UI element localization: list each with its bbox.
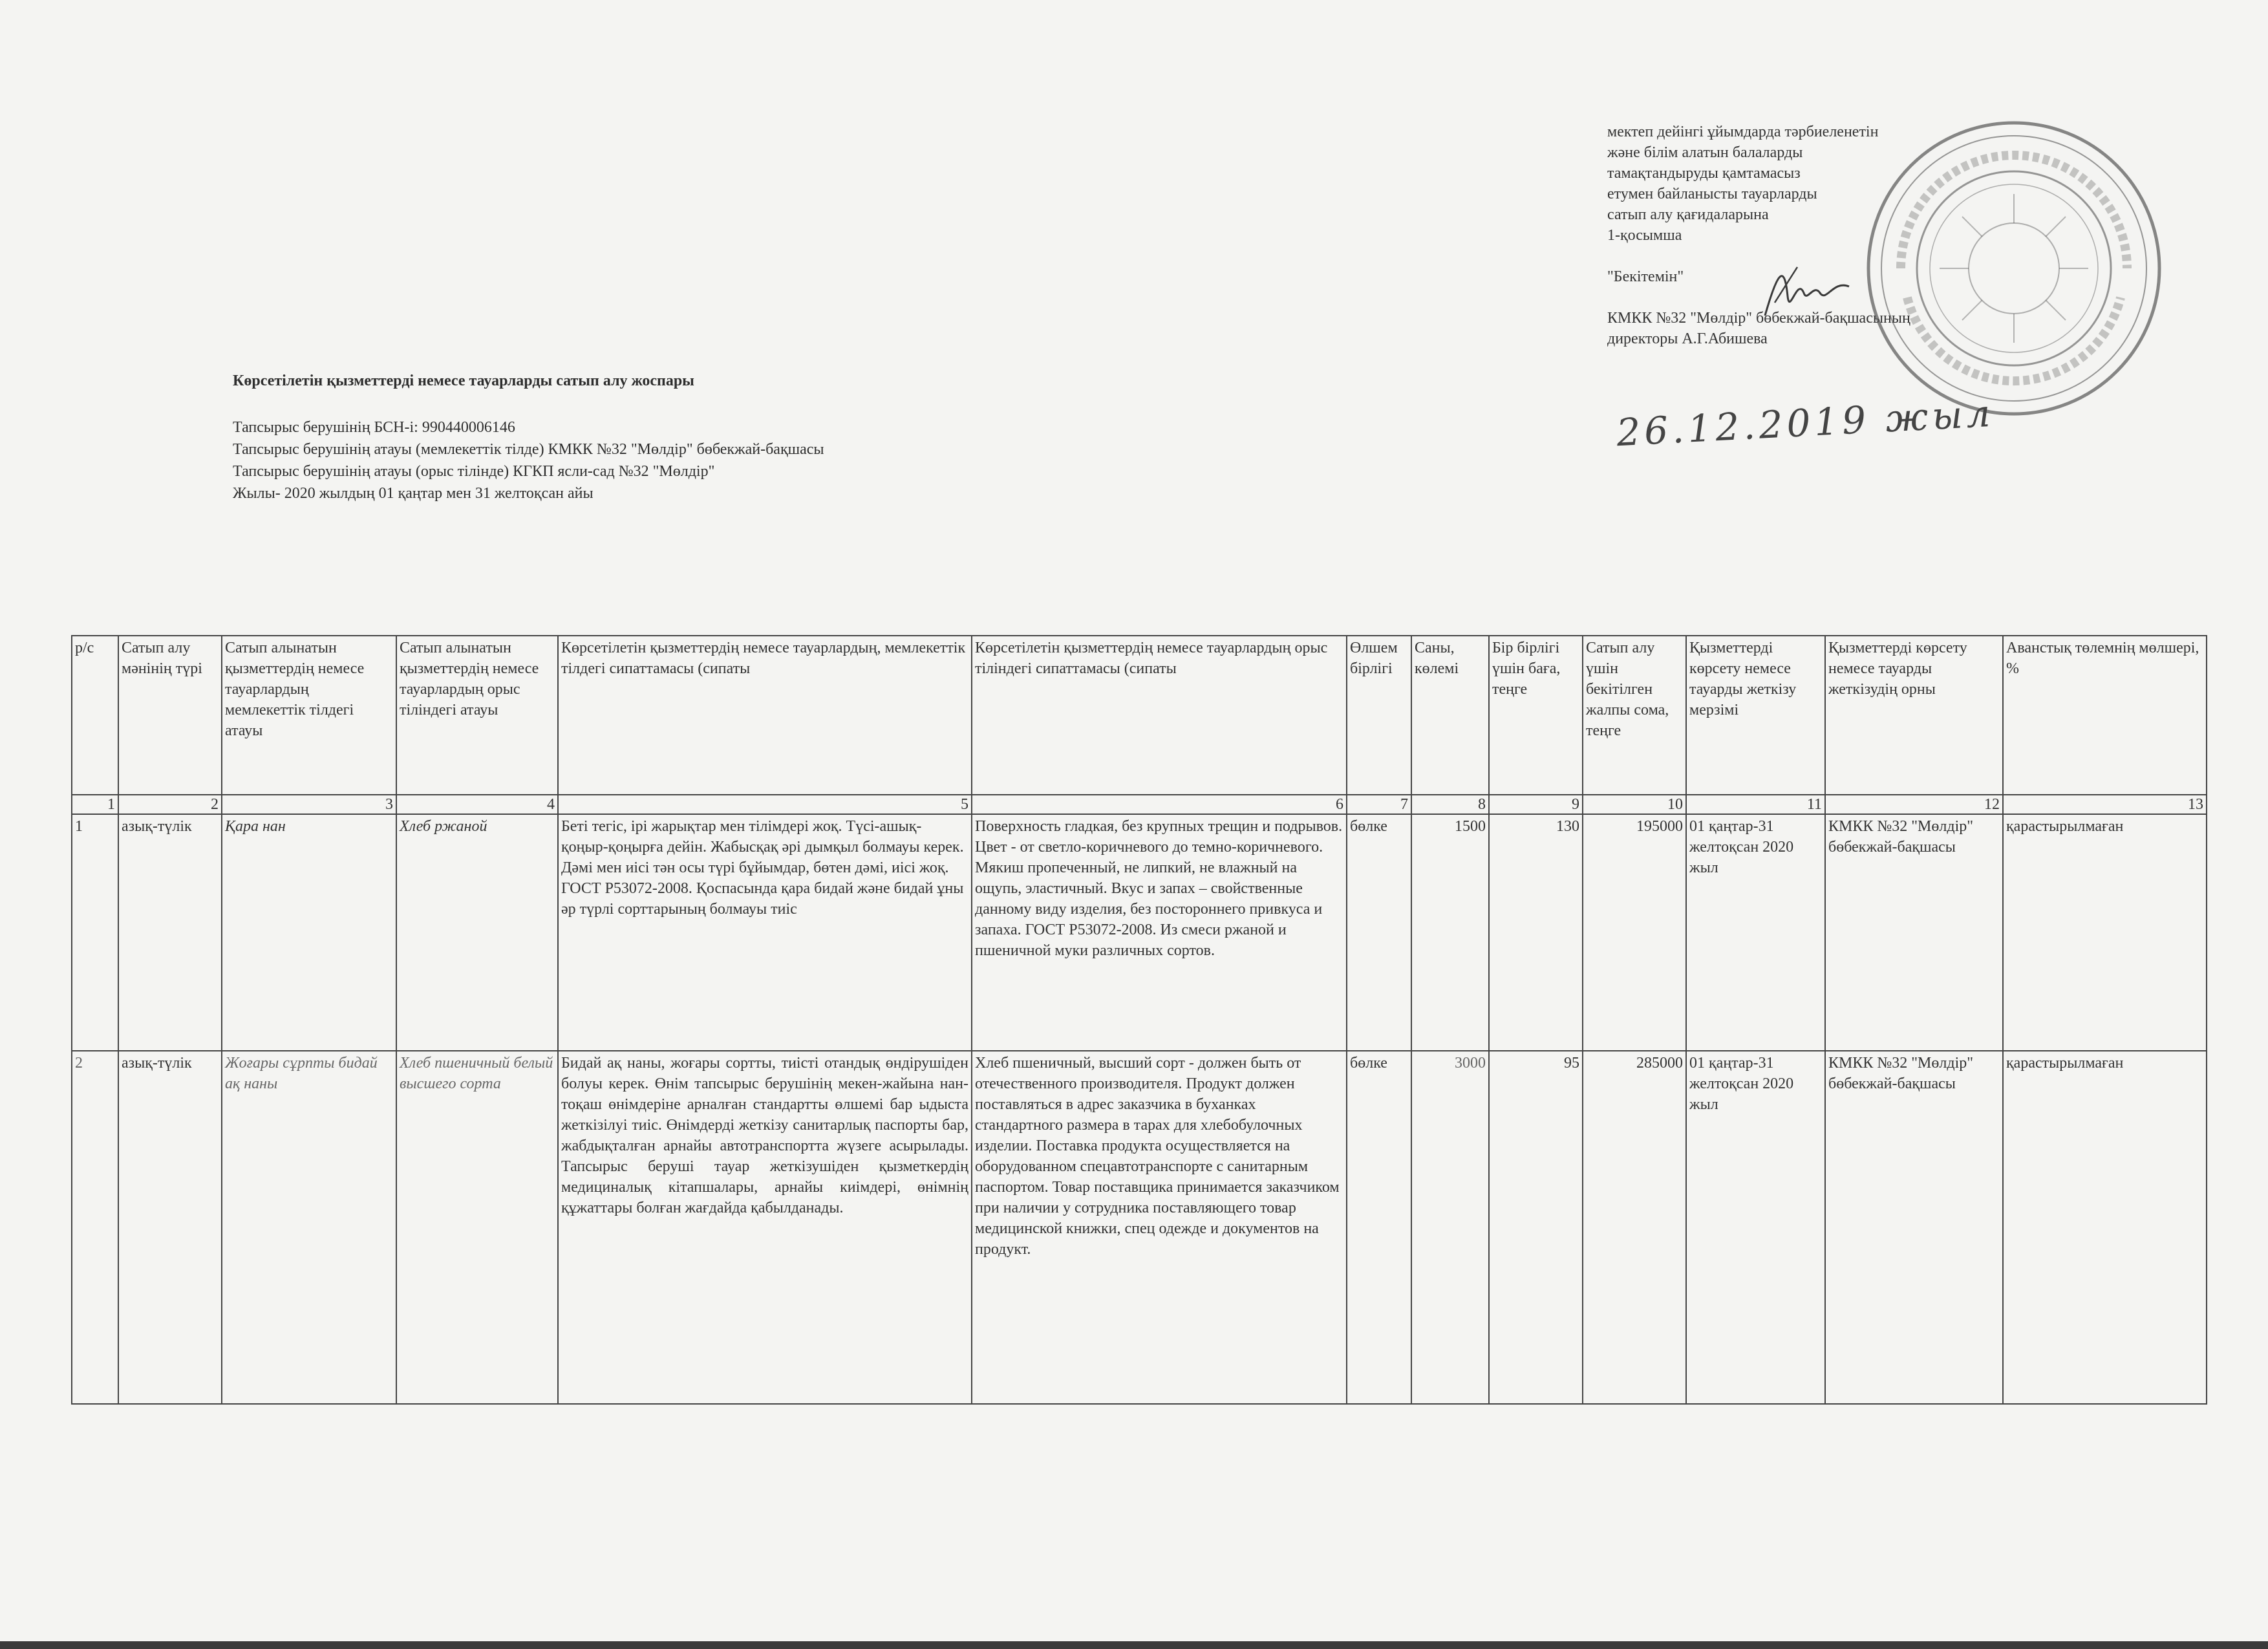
signature-icon [1759, 257, 1856, 329]
approval-line-4: етумен байланысты тауарларды [1607, 186, 1817, 202]
item-name-kz: Жоғары сұрпты бидай ақ наны [222, 1051, 396, 1404]
delivery-term: 01 қаңтар-31 желтоқсан 2020 жыл [1686, 814, 1825, 1051]
unit: бөлке [1347, 814, 1411, 1051]
row-number: 2 [72, 1051, 118, 1404]
col-header: Бір бірлігі үшін баға, теңге [1489, 636, 1583, 795]
column-number: 3 [222, 795, 396, 814]
column-number: 2 [118, 795, 222, 814]
column-number: 9 [1489, 795, 1583, 814]
table-row [72, 1051, 2207, 1404]
customer-name-ru: Тапсырыс берушінің атауы (орыс тілінде) КГКП ясли-сад №32 "Мөлдір" [233, 463, 715, 480]
advance-payment: қарастырылмаған [2003, 1051, 2207, 1404]
plan-year: Жылы- 2020 жылдың 01 қаңтар мен 31 желтоқсан айы [233, 485, 594, 502]
approval-line-1: мектеп дейінгі ұйымдарда тәрбиеленетін [1607, 124, 1879, 140]
approval-line-3: тамақтандыруды қамтамасыз [1607, 165, 1801, 182]
column-number-row [72, 795, 2207, 814]
procurement-table [71, 635, 2207, 1405]
column-number: 8 [1411, 795, 1489, 814]
unit-price: 95 [1489, 1051, 1583, 1404]
item-name-kz: Қара нан [222, 814, 396, 1051]
column-number: 7 [1347, 795, 1411, 814]
table-header-row [72, 636, 2207, 795]
column-number: 13 [2003, 795, 2207, 814]
procurement-type: азық-түлік [118, 1051, 222, 1404]
col-header: Аванстық төлемнің мөлшері, % [2003, 636, 2207, 795]
document-header [233, 370, 824, 504]
col-header: Көрсетілетін қызметтердің немесе тауарлардың орыс тіліндегі сипаттамасы (сипаты [972, 636, 1347, 795]
procurement-type: азық-түлік [118, 814, 222, 1051]
scan-edge [0, 1641, 2268, 1649]
quantity: 1500 [1411, 814, 1489, 1051]
col-header: р/с [72, 636, 118, 795]
delivery-place: КМКК №32 "Мөлдір" бөбекжай-бақшасы [1825, 814, 2003, 1051]
quantity: 3000 [1411, 1051, 1489, 1404]
column-number: 5 [558, 795, 972, 814]
signature-date: 26.12.2019 жыл [1615, 391, 1996, 455]
col-header: Сатып алу үшін бекітілген жалпы сома, теңге [1583, 636, 1686, 795]
col-header: Көрсетілетін қызметтердің немесе тауарлардың, мемлекеттік тілдегі сипаттамасы (сипаты [558, 636, 972, 795]
col-header: Саны, көлемі [1411, 636, 1489, 795]
approval-line-2: және білім алатын балаларды [1607, 144, 1803, 161]
col-header: Сатып алынатын қызметтердің немесе тауарлардың мемлекеттік тілдегі атауы [222, 636, 396, 795]
column-number: 11 [1686, 795, 1825, 814]
advance-payment: қарастырылмаған [2003, 814, 2207, 1051]
delivery-place: КМКК №32 "Мөлдір" бөбекжай-бақшасы [1825, 1051, 2003, 1404]
approval-line-6: 1-қосымша [1607, 227, 1682, 244]
unit-price: 130 [1489, 814, 1583, 1051]
item-description-ru: Поверхность гладкая, без крупных трещин и подрывов. Цвет - от светло-коричневого до темно-коричневого. Мякиш пропеченный, не липкий, не влажный на ощупь, эластичный. Вкус и запах – свойственные данному виду изделия, без постороннего привкуса и запаха. ГОСТ Р53072-2008. Из смеси ржаной и пшеничной муки различных сортов. [972, 814, 1347, 1051]
col-header: Қызметтерді көрсету немесе тауарды жеткізудің орны [1825, 636, 2003, 795]
approval-line-5: сатып алу қағидаларына [1607, 206, 1769, 223]
total-sum: 195000 [1583, 814, 1686, 1051]
col-header: Қызметтерді көрсету немесе тауарды жеткізу мерзімі [1686, 636, 1825, 795]
column-number: 4 [396, 795, 558, 814]
page-title: Көрсетілетін қызметтерді немесе тауарларды сатып алу жоспары [233, 372, 694, 389]
unit: бөлке [1347, 1051, 1411, 1404]
item-description-kz: Беті тегіс, ірі жарықтар мен тілімдері жоқ. Түсі-ашық-қоңыр-қоңырға дейін. Жабысқақ әрі дымқыл болмауы керек. Дәмі мен иісі тән осы түрі бұйымдар, бөтен дәмі, иісі жоқ. ГОСТ Р53072-2008. Қоспасында қара бидай және бидай ұны әр түрлі сорттарының болмауы тиіс [558, 814, 972, 1051]
column-number: 1 [72, 795, 118, 814]
table-row [72, 814, 2207, 1051]
column-number: 10 [1583, 795, 1686, 814]
item-description-ru: Хлеб пшеничный, высший сорт - должен быть от отечественного производителя. Продукт должен поставляться в адрес заказчика в буханках стандартного размера в тарах для хлебобулочных изделии. Поставка продукта осуществляется на оборудованном спецавтотранспорте с санитарным паспортом. Товар поставщика принимается заказчиком при наличии у сотрудника поставляющего товар медицинской книжки, спец одежде и документов на продукт. [972, 1051, 1347, 1404]
approver-org: КМКК №32 "Мөлдір" бөбекжай-бақшасының [1607, 310, 1910, 327]
col-header: Өлшем бірлігі [1347, 636, 1411, 795]
column-number: 12 [1825, 795, 2003, 814]
col-header: Сатып алу мәнінің түрі [118, 636, 222, 795]
col-header: Сатып алынатын қызметтердің немесе тауарлардың орыс тіліндегі атауы [396, 636, 558, 795]
customer-bin: Тапсырыс берушінің БСН-і: 990440006146 [233, 419, 515, 436]
customer-name-kz: Тапсырыс берушінің атауы (мемлекеттік тілде) КМКК №32 "Мөлдір" бөбекжай-бақшасы [233, 441, 824, 458]
column-number: 6 [972, 795, 1347, 814]
item-name-ru: Хлеб пшеничный белый высшего сорта [396, 1051, 558, 1404]
approve-label: "Бекітемін" [1607, 268, 1684, 285]
official-stamp-icon [1862, 116, 2166, 420]
delivery-term: 01 қаңтар-31 желтоқсан 2020 жыл [1686, 1051, 1825, 1404]
item-name-ru: Хлеб ржаной [396, 814, 558, 1051]
total-sum: 285000 [1583, 1051, 1686, 1404]
approver-name: директоры А.Г.Абишева [1607, 330, 1768, 347]
item-description-kz: Бидай ақ наны, жоғары сортты, тиісті отандық өндірушіден болуы керек. Өнім тапсырыс берушінің мекен-жайына нан-тоқаш өнімдеріне арналған стандартты өлшемі бар ыдыста жеткізілуі тиіс. Өнімдерді жеткізу санитарлық паспорты бар, жабдықталған арнайы автотранспортта жүзеге асырылады. Тапсырыс беруші тауар жеткізушіден қызметкердің медициналық кітапшалары, арнайы киімдері, өнімнің құжаттары болған жағдайда қабылданады. [558, 1051, 972, 1404]
row-number: 1 [72, 814, 118, 1051]
